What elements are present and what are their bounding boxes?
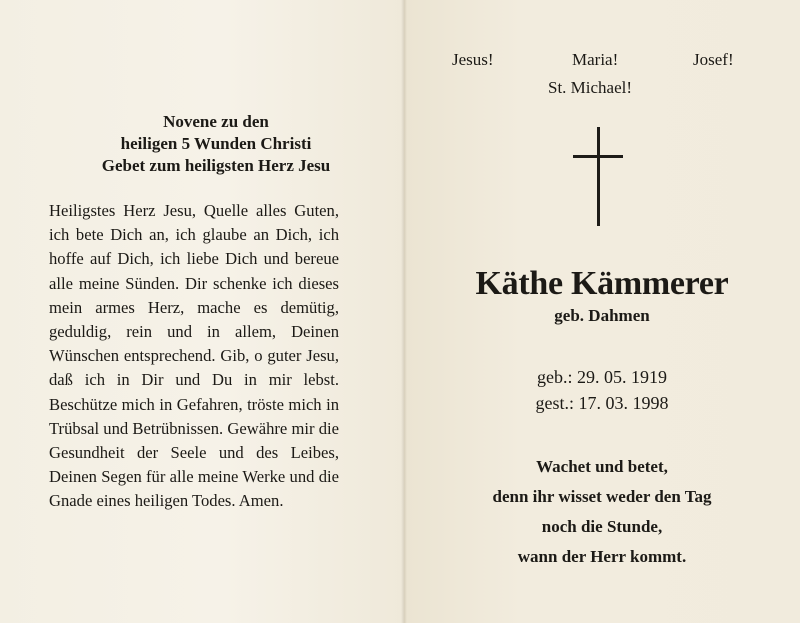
invocation-josef: Josef! xyxy=(693,50,734,69)
verse-line-3: noch die Stunde, xyxy=(541,517,663,536)
birth-name: geb. Dahmen xyxy=(554,306,650,325)
life-dates xyxy=(404,364,800,416)
invocation-jesus: Jesus! xyxy=(452,50,494,69)
heading-line-1: Novene zu den xyxy=(163,112,269,131)
prayer-text: Heiligstes Herz Jesu, Quelle alles Guten, ich bete Dich an, ich glaube an Dich, ich hoffe auf Dich, ich liebe Dich und bereue alle meine Sünden. Dir schenke ich dieses mein armes Herz, mache es demütig, geduldig, rein und in allem, Deinen Wünschen entsprechend. Gib, o guter Jesu, daß ich in Dir und Du in mir lebst. Beschütze mich in Gefahren, tröste mich in Trübsal und Betrübnissen. Gewähre mir die Gesundheit der Seele und des Leibes, Deinen Segen für alle meine Werke und die Gnade eines heiligen Todes. Amen. xyxy=(49,201,339,511)
heading-line-2: heiligen 5 Wunden Christi xyxy=(120,134,312,153)
heading-line-3: Gebet zum heiligsten Herz Jesu xyxy=(101,156,331,175)
cross-horizontal-bar xyxy=(573,155,623,158)
invocation-michael: St. Michael! xyxy=(548,78,633,97)
scripture-verse xyxy=(404,452,800,572)
death-date: gest.: 17. 03. 1998 xyxy=(535,393,669,413)
verse-line-4: wann der Herr kommt. xyxy=(517,547,687,566)
cross-vertical-bar xyxy=(597,127,600,226)
verse-line-2: denn ihr wisset weder den Tag xyxy=(492,487,712,506)
birth-date: geb.: 29. 05. 1919 xyxy=(537,367,667,387)
invocation-maria: Maria! xyxy=(572,50,619,69)
deceased-name: Käthe Kämmerer xyxy=(475,265,729,302)
verse-line-1: Wachet und betet, xyxy=(536,457,668,476)
prayer-heading xyxy=(30,111,402,177)
